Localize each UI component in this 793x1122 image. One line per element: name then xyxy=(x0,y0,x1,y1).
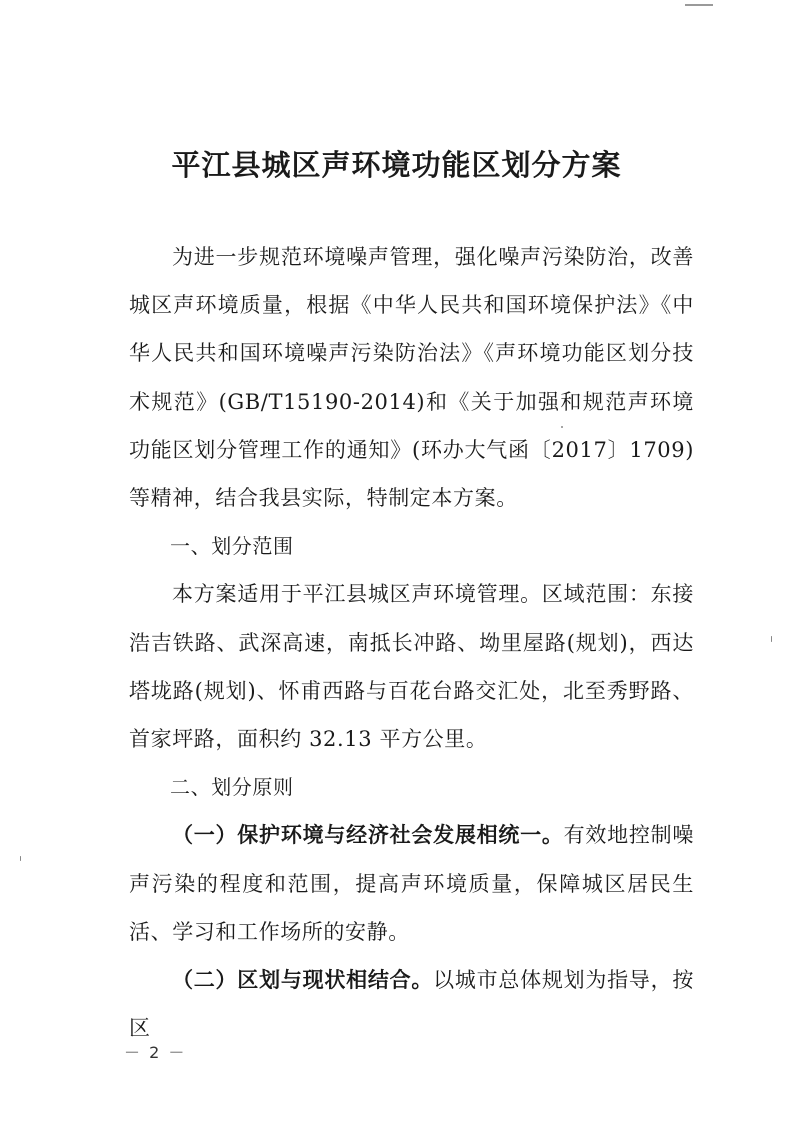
intro-paragraph: 为进一步规范环境噪声管理，强化噪声污染防治，改善城区声环境质量，根据《中华人民共和国环境保护法》《中华人民共和国环境噪声污染防治法》《声环境功能区划分技术规范》(GB/T15190-2014)和《关于加强和规范声环境功能区划分管理工作的通知》(环办大气函〔2017〕1709)等精神，结合我县实际，特制定本方案。 xyxy=(129,245,694,511)
scan-speck xyxy=(561,426,563,428)
scan-speck xyxy=(20,856,21,861)
section-2-heading: 二、划分原则 xyxy=(170,775,294,800)
principle-1-paragraph xyxy=(129,811,694,956)
principle-2-paragraph xyxy=(129,956,694,1052)
document-title: 平江县城区声环境功能区划分方案 xyxy=(171,148,622,182)
scan-speck xyxy=(771,636,772,642)
section-1-heading: 一、划分范围 xyxy=(170,534,294,559)
principle-1-lead: （一）保护环境与经济社会发展相统一。 xyxy=(172,822,564,848)
section-1-paragraph: 本方案适用于平江县城区声环境管理。区域范围：东接浩吉铁路、武深高速，南抵长冲路、坳里屋路(规划)，西达塔垅路(规划)、怀甫西路与百花台路交汇处，北至秀野路、首家坪路，面积约 32.13 平方公里。 xyxy=(129,582,694,752)
principle-2-lead: （二）区划与现状相结合。 xyxy=(172,967,434,993)
principle-2-text: 以城市总体规划为指导，按区 xyxy=(129,968,695,1041)
scan-artifact-top xyxy=(685,4,713,6)
document-body xyxy=(129,233,694,1052)
page-number: － 2 － xyxy=(124,1043,187,1062)
principle-1-text: 有效地控制噪声污染的程度和范围，提高声环境质量，保障城区居民生活、学习和工作场所的安静。 xyxy=(129,823,694,944)
